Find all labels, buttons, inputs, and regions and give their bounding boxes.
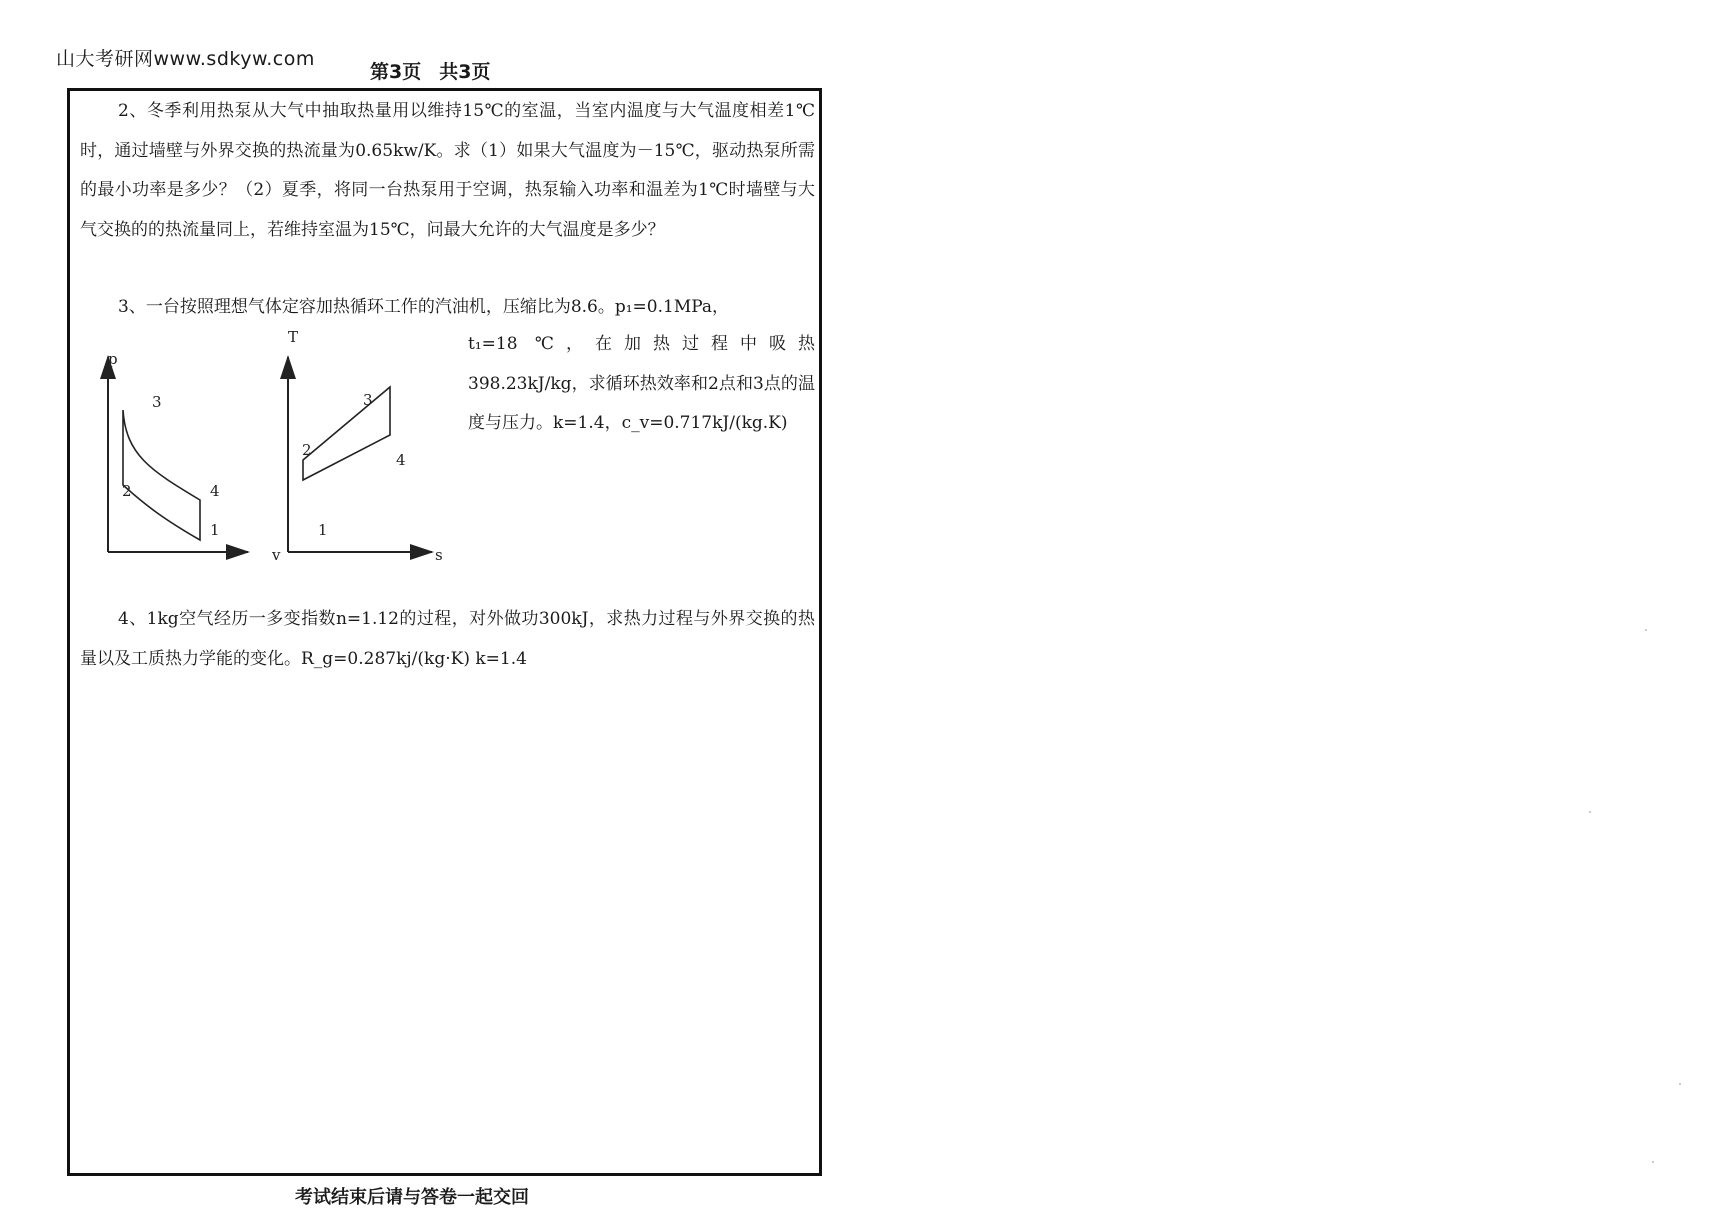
ts-point-2: 2 xyxy=(302,441,312,459)
question-2: 2、冬季利用热泵从大气中抽取热量用以维持15℃的室温，当室内温度与大气温度相差1℃时，通过墙壁与外界交换的热流量为0.65kw/K。求（1）如果大气温度为－15℃，驱动热泵所需的最小功率是多少？（2）夏季，将同一台热泵用于空调，热泵输入功率和温差为1℃时墙壁与大气交换的的热流量同上，若维持室温为15℃，问最大允许的大气温度是多少？ xyxy=(80,101,815,240)
scan-speck xyxy=(1652,1161,1654,1163)
ts-point-1: 1 xyxy=(318,521,328,539)
site-header: 山大考研网www.sdkyw.com xyxy=(56,48,315,70)
pv-point-3: 3 xyxy=(152,393,162,411)
pv-point-1: 1 xyxy=(210,521,220,539)
page-number xyxy=(370,57,490,84)
ts-y-label: T xyxy=(288,328,299,346)
ts-cycle xyxy=(303,387,390,480)
pv-x-label: v xyxy=(272,546,281,564)
pv-y-label: p xyxy=(108,350,118,368)
pv-point-2: 2 xyxy=(122,482,132,500)
ts-x-label: s xyxy=(435,546,443,564)
pv-cycle xyxy=(123,410,200,540)
footer-note: 考试结束后请与答卷一起交回 xyxy=(295,1187,529,1208)
question-3-conditions: t₁=18 ℃，在加热过程中吸热398.23kJ/kg，求循环热效率和2点和3点的温度与压力。k=1.4，c_v=0.717kJ/(kg.K) xyxy=(468,334,815,433)
pv-diagram xyxy=(108,350,281,564)
question-4: 4、1kg空气经历一多变指数n=1.12的过程，对外做功300kJ，求热力过程与外界交换的热量以及工质热力学能的变化。R_g=0.287kj/(kg·K) k=1.4 xyxy=(80,609,815,669)
question-3-intro: 3、一台按照理想气体定容加热循环工作的汽油机，压缩比为8.6。p₁=0.1MPa， xyxy=(118,297,730,317)
pv-point-4: 4 xyxy=(210,482,220,500)
page-current: 第3页 xyxy=(370,61,422,83)
scan-speck xyxy=(1679,1083,1681,1085)
ts-point-4: 4 xyxy=(396,451,406,469)
page-total: 共3页 xyxy=(439,61,491,83)
scan-speck xyxy=(1589,811,1591,813)
scan-speck xyxy=(1645,629,1647,631)
ts-point-3: 3 xyxy=(363,391,373,409)
ts-diagram xyxy=(288,328,443,564)
otto-cycle-diagrams xyxy=(90,328,460,570)
